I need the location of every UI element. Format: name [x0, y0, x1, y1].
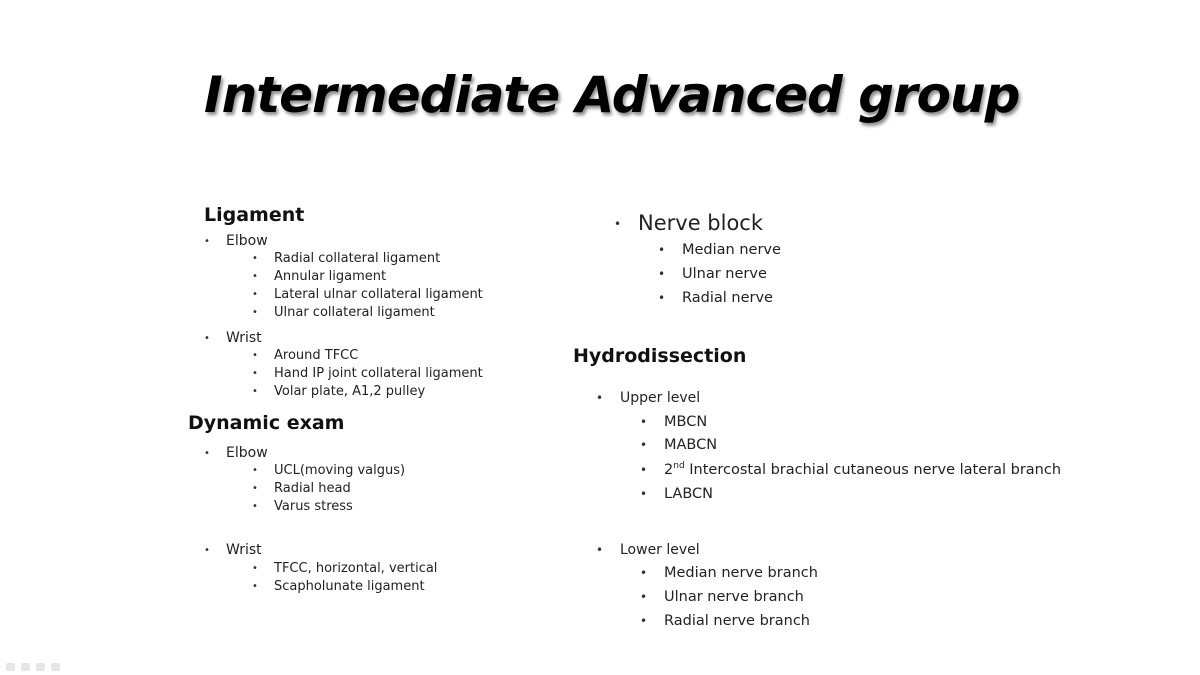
list-item: • UCL(moving valgus) [252, 463, 406, 478]
list-item: • Hand IP joint collateral ligament [252, 366, 483, 381]
list-item: • Annular ligament [252, 269, 387, 284]
list-item: • Radial nerve [658, 290, 773, 306]
list-item: • Median nerve branch [640, 565, 818, 581]
slideshow-toolbar [6, 656, 66, 675]
list-item: • Scapholunate ligament [252, 579, 425, 594]
slide-title: Intermediate Advanced group [204, 66, 1020, 124]
list-item: • MABCN [640, 437, 718, 453]
ligament-heading: Ligament [204, 204, 305, 226]
list-item: • Elbow [204, 233, 268, 249]
list-item: • 2nd Intercostal brachial cutaneous nerve lateral branch [640, 461, 1062, 478]
list-item: • Wrist [204, 330, 262, 346]
list-item: • Radial collateral ligament [252, 251, 441, 266]
previous-slide-icon[interactable] [6, 663, 15, 671]
hydrodissection-heading: Hydrodissection [573, 345, 747, 367]
list-item: • Wrist [204, 542, 262, 558]
list-item: • TFCC, horizontal, vertical [252, 561, 438, 576]
list-item: • Ulnar nerve [658, 266, 767, 282]
list-item: • Ulnar nerve branch [640, 589, 804, 605]
list-item: • Upper level [596, 390, 701, 406]
list-item: • Elbow [204, 445, 268, 461]
dynamic-exam-heading: Dynamic exam [188, 412, 345, 434]
list-item: • LABCN [640, 486, 713, 502]
list-item: • MBCN [640, 414, 708, 430]
pen-icon[interactable] [21, 663, 30, 671]
list-item: • Varus stress [252, 499, 353, 514]
list-item: • Median nerve [658, 242, 781, 258]
next-slide-icon[interactable] [51, 663, 60, 671]
list-item: • Radial head [252, 481, 351, 496]
list-item: • Volar plate, A1,2 pulley [252, 384, 426, 399]
list-item: • Radial nerve branch [640, 613, 810, 629]
list-item: • Lateral ulnar collateral ligament [252, 287, 483, 302]
list-item: • Around TFCC [252, 348, 359, 363]
list-item: • Ulnar collateral ligament [252, 305, 435, 320]
nerve-block-heading: • Nerve block [614, 211, 764, 235]
slide-menu-icon[interactable] [36, 663, 45, 671]
list-item: • Lower level [596, 542, 700, 558]
